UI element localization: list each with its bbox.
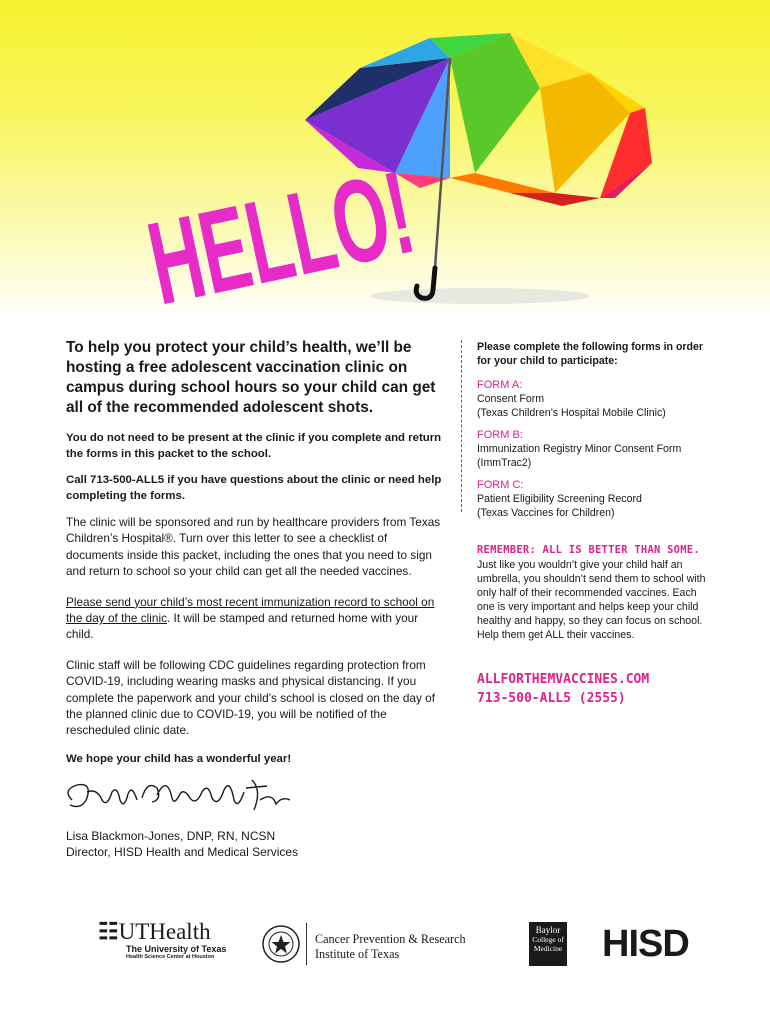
closing-line: We hope your child has a wonderful year! <box>66 752 292 765</box>
hello-text: HELLO! <box>137 110 595 331</box>
column-divider <box>461 340 462 512</box>
cprit-logo <box>315 932 466 962</box>
form-name: Consent Form <box>477 393 545 405</box>
form-item <box>477 428 717 470</box>
texas-seal-icon <box>262 925 300 963</box>
hisd-logo: HISD <box>602 923 689 965</box>
form-name: Patient Eligibility Screening Record <box>477 493 642 505</box>
cprit-line-2: Institute of Texas <box>315 947 400 961</box>
baylor-line-2: College of <box>532 935 564 944</box>
handwritten-signature <box>62 770 302 820</box>
baylor-line-1: Baylor <box>535 925 561 935</box>
record-paragraph <box>66 594 446 643</box>
uthealth-logo <box>98 920 233 960</box>
partner-logos <box>0 910 770 980</box>
covid-paragraph: Clinic staff will be following CDC guidelines regarding protection from COVID-19, including wearing masks and physical distancing. If you complete the paperwork and your child’s school is closed on the day of the planned clinic due to COVID-19, you will be notified of the rescheduled clinic date. <box>66 657 435 738</box>
form-label: FORM C: <box>477 479 524 491</box>
uthealth-subtitle-small: Health Science Center at Houston <box>126 954 215 960</box>
record-rest-text: . It will be stamped and returned home with your child. <box>66 611 419 642</box>
baylor-line-3: Medicine <box>533 944 563 953</box>
letter-body <box>66 338 446 765</box>
signer-block <box>66 828 298 860</box>
cprit-line-1: Cancer Prevention & Research <box>315 932 466 946</box>
forms-intro: Please complete the following forms in order for your child to participate: <box>477 341 704 367</box>
remember-heading: REMEMBER: ALL IS BETTER THAN SOME. <box>477 544 700 556</box>
lead-paragraph: To help you protect your child’s health, we’ll be hosting a free adolescent vaccination clinic on campus during school hours so your child can get all of the recommended adolescent shots. <box>66 339 436 416</box>
call-note: Call 713-500-ALL5 if you have questions about the clinic or need help completing the forms. <box>66 474 442 502</box>
form-detail: (Texas Vaccines for Children) <box>477 507 615 519</box>
form-item <box>477 478 717 520</box>
phone-number: 713-500-ALL5 (2555) <box>477 691 626 706</box>
cprit-divider <box>306 923 307 965</box>
baylor-logo <box>529 922 567 966</box>
presence-note: You do not need to be present at the clinic if you complete and return the forms in this packet to the school. <box>66 432 442 460</box>
form-detail: (Texas Children’s Hospital Mobile Clinic) <box>477 407 666 419</box>
form-name: Immunization Registry Minor Consent Form <box>477 443 682 455</box>
form-item <box>477 378 717 420</box>
uthealth-subtitle: The University of Texas <box>126 944 227 954</box>
umbrella-illustration <box>300 28 670 308</box>
sponsor-paragraph: The clinic will be sponsored and run by healthcare providers from Texas Children’s Hospital®. Turn over this letter to see a checklist of documents inside this packet, including the ones that you need to sign and return to school so your child can get all the needed vaccines. <box>66 515 441 579</box>
contact-block <box>477 670 649 708</box>
uthealth-name: UTHealth <box>118 919 211 944</box>
form-detail: (ImmTrac2) <box>477 457 532 469</box>
signer-name: Lisa Blackmon-Jones, DNP, RN, NCSN <box>66 829 276 843</box>
form-label: FORM B: <box>477 429 523 441</box>
signer-title: Director, HISD Health and Medical Services <box>66 845 299 859</box>
record-underlined-text: Please send your child’s most recent immunization record to school on the day of the clinic <box>66 594 435 626</box>
website-link[interactable]: ALLFORTHEMVACCINES.COM <box>477 672 650 687</box>
remember-paragraph: Just like you wouldn’t give your child half an umbrella, you shouldn’t send them to school with only half of their recommended vaccines. Each one is very important and helps keep your child healthy and happy, so they can focus on school. Help them get ALL their vaccines. <box>477 559 706 641</box>
uthealth-emblem-icon: ☷ <box>98 919 119 944</box>
form-label: FORM A: <box>477 379 523 391</box>
forms-list <box>477 340 717 528</box>
